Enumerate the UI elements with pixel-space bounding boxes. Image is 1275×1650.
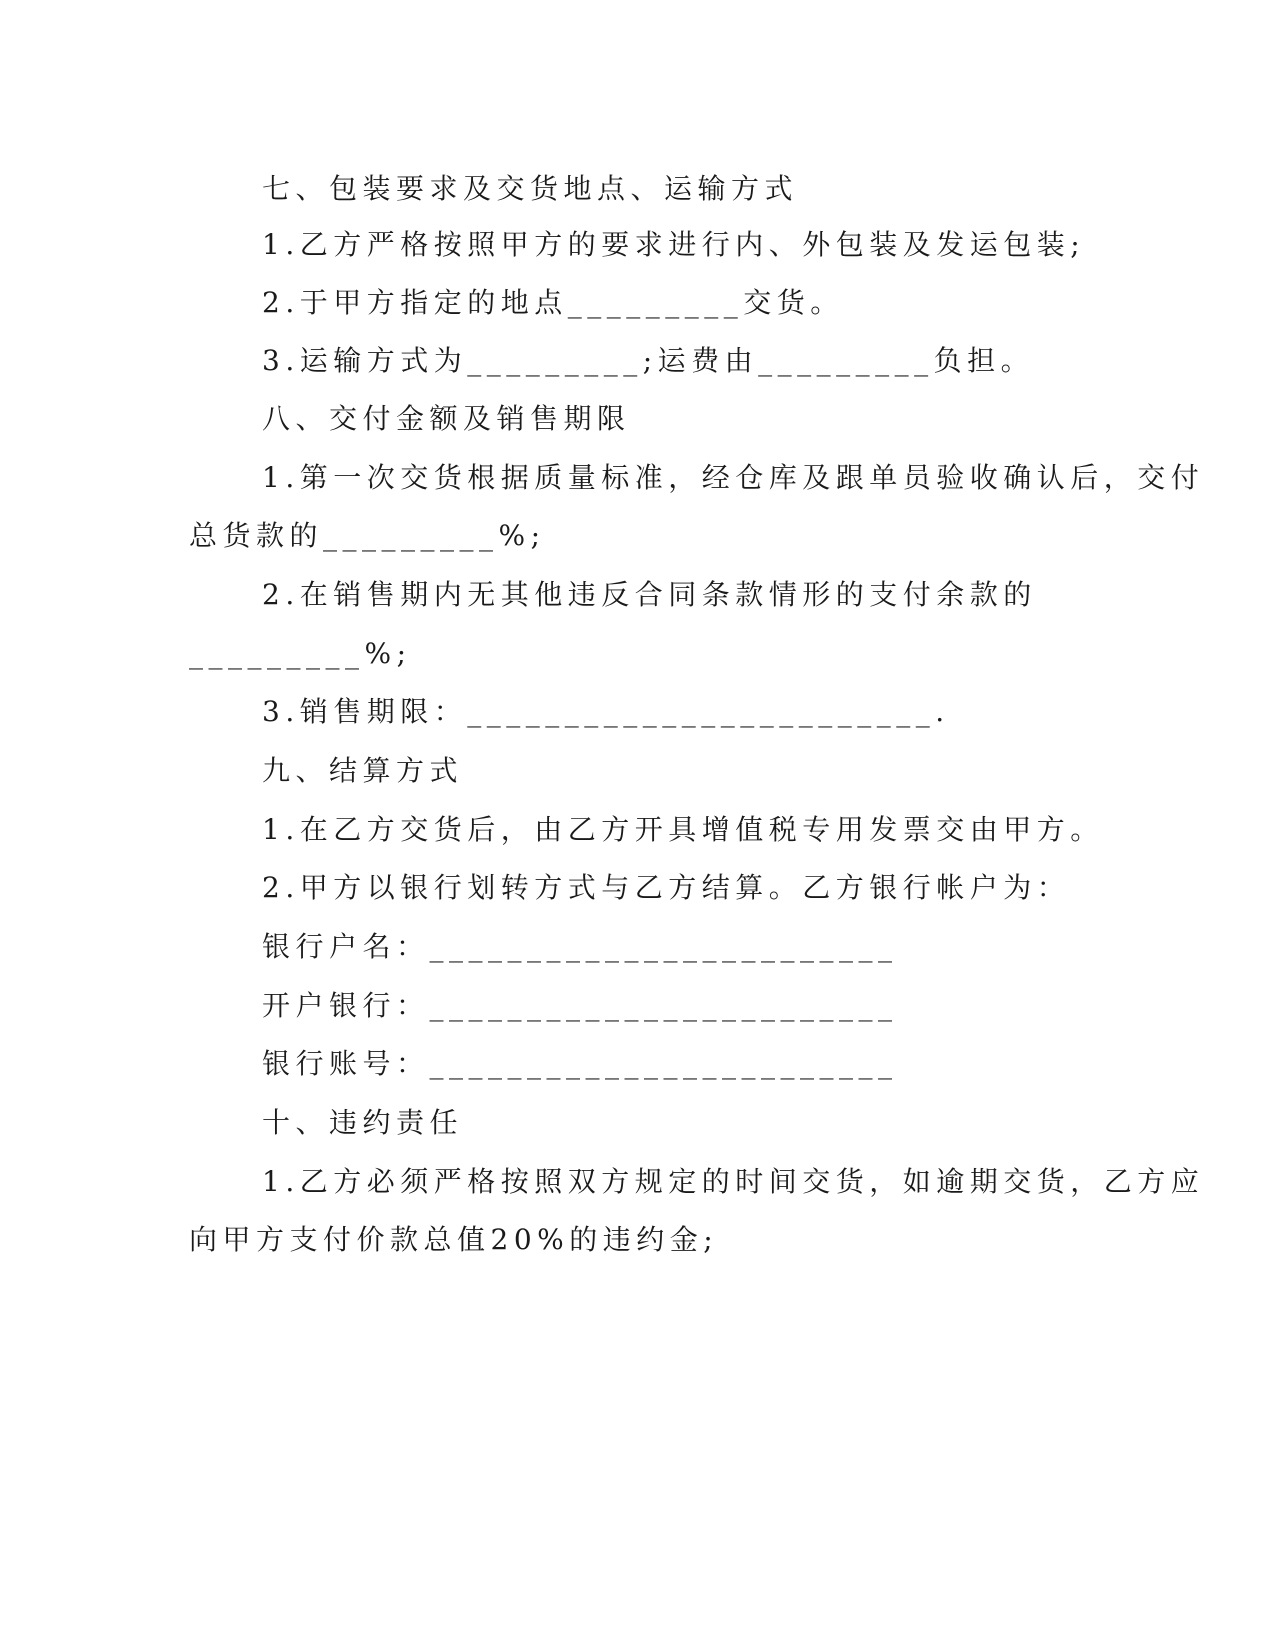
section-8-item-3: 3.销售期限：________________________.	[262, 695, 950, 728]
section-8-item-2: 2.在销售期内无其他违反合同条款情形的支付余款的	[262, 578, 1037, 611]
section-7-item-1: 1.乙方严格按照甲方的要求进行内、外包装及发运包装;	[262, 228, 1086, 261]
section-7-item-2: 2.于甲方指定的地点_________交货。	[262, 286, 844, 319]
section-10-heading: 十、违约责任	[262, 1106, 464, 1139]
section-10-item-1-cont: 向甲方支付价款总值20%的违约金;	[189, 1223, 719, 1256]
section-8-heading: 八、交付金额及销售期限	[262, 402, 631, 435]
section-7-heading: 七、包装要求及交货地点、运输方式	[262, 172, 799, 205]
section-9-heading: 九、结算方式	[262, 754, 464, 787]
section-8-item-2-cont: _________%;	[189, 637, 412, 670]
section-9-item-2: 2.甲方以银行划转方式与乙方结算。乙方银行帐户为：	[262, 871, 1071, 904]
section-10-item-1: 1.乙方必须严格按照双方规定的时间交货，如逾期交货，乙方应	[262, 1165, 1205, 1198]
section-8-item-1-cont: 总货款的_________%;	[189, 519, 546, 552]
section-7-item-3: 3.运输方式为_________;运费由_________负担。	[262, 344, 1035, 377]
bank-name: 开户银行：________________________	[262, 989, 898, 1022]
bank-account-number: 银行账号：________________________	[262, 1047, 898, 1080]
section-8-item-1: 1.第一次交货根据质量标准，经仓库及跟单员验收确认后，交付	[262, 461, 1205, 494]
bank-account-name: 银行户名：________________________	[262, 930, 898, 963]
section-9-item-1: 1.在乙方交货后，由乙方开具增值税专用发票交由甲方。	[262, 813, 1104, 846]
